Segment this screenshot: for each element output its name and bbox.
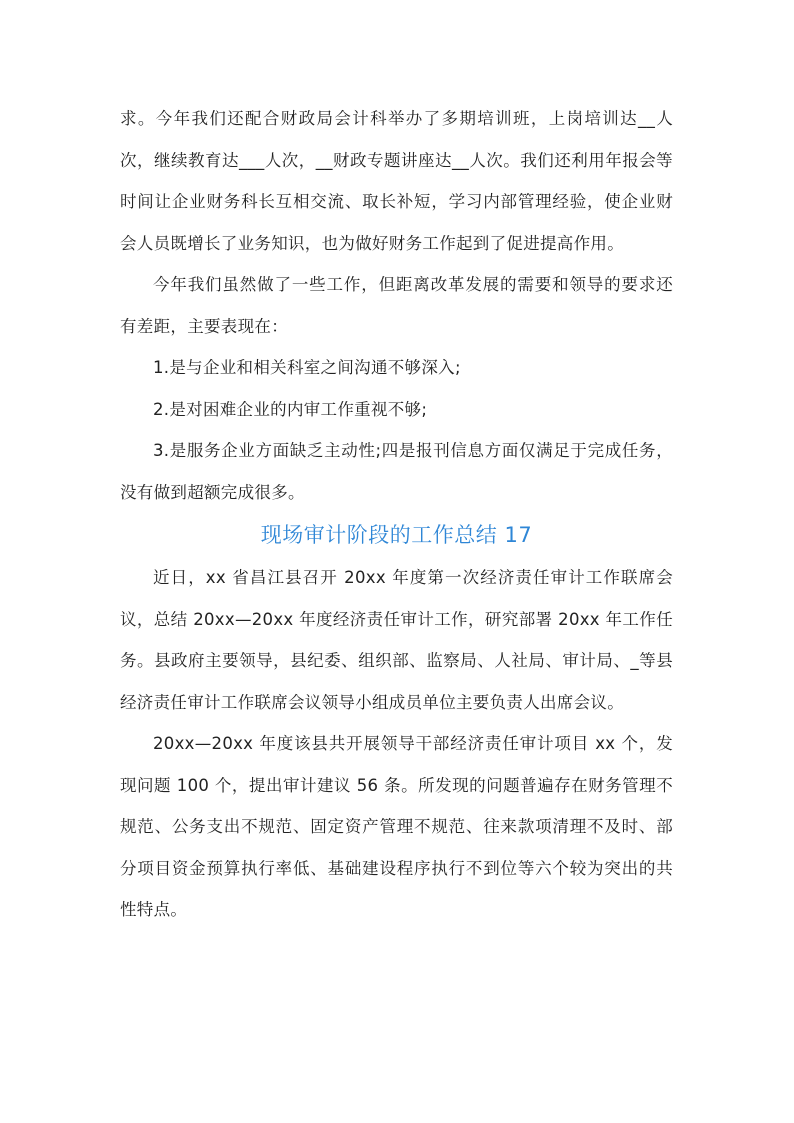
section-heading: 现场审计阶段的工作总结 17 bbox=[260, 523, 533, 547]
paragraph-shortcomings-intro: 今年我们虽然做了一些工作，但距离改革发展的需要和领导的要求还有差距，主要表现在： bbox=[120, 275, 673, 336]
list-item-2: 2.是对困难企业的内审工作重视不够; bbox=[153, 399, 428, 419]
document-page bbox=[120, 98, 673, 931]
paragraph-meeting: 近日，xx 省昌江县召开 20xx 年度第一次经济责任审计工作联席会议，总结 20xx—20xx 年度经济责任审计工作，研究部署 20xx 年工作任务。县政府主要领导，县纪委、组织部、监察局、人社局、审计局、_等县经济责任审计工作联席会议领导小组成员单位主要负责人出席会议。 bbox=[120, 568, 673, 712]
paragraph-audit-results: 20xx—20xx 年度该县共开展领导干部经济责任审计项目 xx 个，发现问题 100 个，提出审计建议 56 条。所发现的问题普遍存在财务管理不规范、公务支出不规范、固定资产管理不规范、往来款项清理不及时、部分项目资金预算执行率低、基础建设程序执行不到位等六个较为突出的共性特点。 bbox=[120, 734, 673, 919]
list-item-3: 3.是服务企业方面缺乏主动性;四是报刊信息方面仅满足于完成任务，没有做到超额完成很多。 bbox=[120, 441, 673, 502]
paragraph-training: 求。今年我们还配合财政局会计科举办了多期培训班，上岗培训达__人次，继续教育达___人次，__财政专题讲座达__人次。我们还利用年报会等时间让企业财务科长互相交流、取长补短，学习内部管理经验，使企业财会人员既增长了业务知识，也为做好财务工作起到了促进提高作用。 bbox=[120, 109, 673, 253]
list-item-1: 1.是与企业和相关科室之间沟通不够深入; bbox=[153, 358, 461, 377]
